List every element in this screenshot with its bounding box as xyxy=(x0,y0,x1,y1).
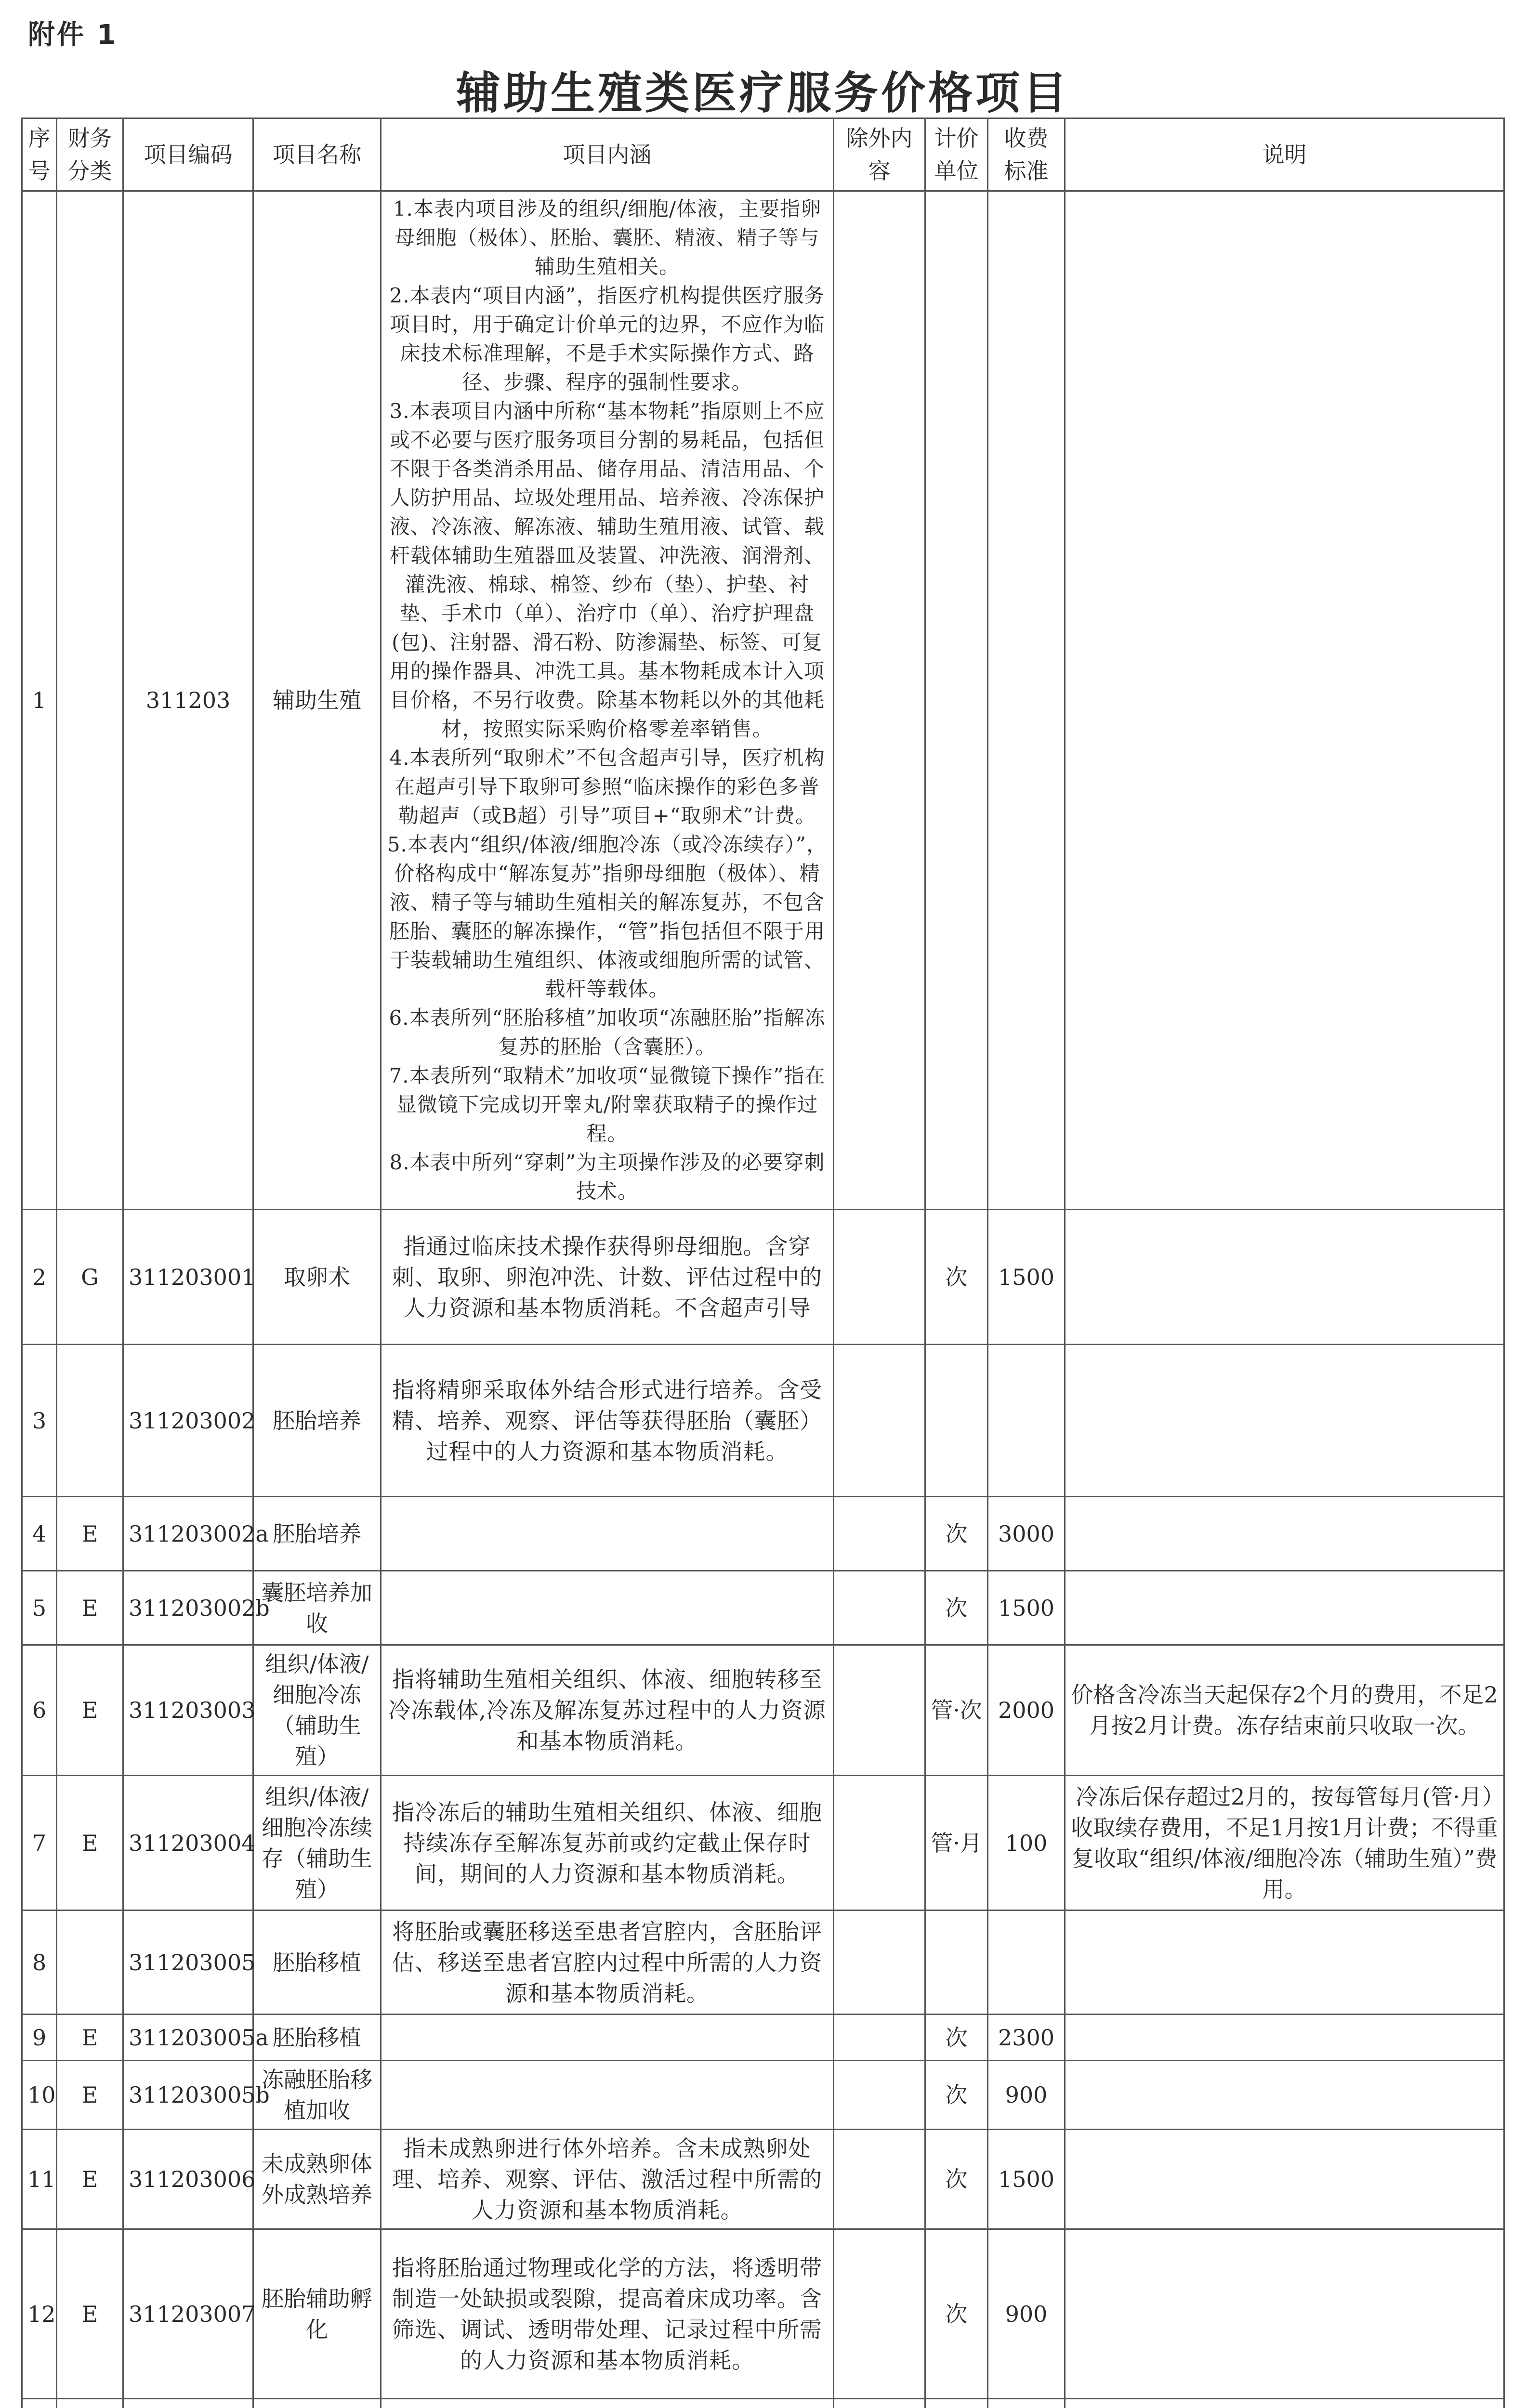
cell-price: 1500 xyxy=(988,1210,1065,1345)
description-paragraph: 指冷冻后的辅助生殖相关组织、体液、细胞持续冻存至解冻复苏前或约定截止保存时间，期间的人力资源和基本物质消耗。 xyxy=(392,1799,822,1887)
cell-item-name: 胚胎移植 xyxy=(253,1911,381,2015)
cell-finance-category xyxy=(57,1911,123,2015)
cell-item-description xyxy=(381,2130,834,2229)
cell-item-code: 311203 xyxy=(123,191,253,1210)
cell-pricing-unit xyxy=(925,1345,988,1497)
cell-exclusions xyxy=(834,2015,925,2061)
cell-item-name: 囊胚培养加收 xyxy=(253,1571,381,1645)
cell-notes xyxy=(1065,2015,1504,2061)
table-row xyxy=(22,1776,1504,1911)
cell-item-name: 取卵术 xyxy=(253,1210,381,1345)
cell-item-code: 311203005a xyxy=(123,2015,253,2061)
cell-exclusions xyxy=(834,1345,925,1497)
table-row xyxy=(22,2061,1504,2130)
cell-item-description xyxy=(381,2399,834,2408)
cell-price xyxy=(988,1345,1065,1497)
cell-item-description xyxy=(381,1345,834,1497)
cell-pricing-unit: 管·次 xyxy=(925,1645,988,1776)
cell-pricing-unit xyxy=(925,1911,988,2015)
col-header-name: 项目名称 xyxy=(253,118,381,191)
cell-price xyxy=(988,2399,1065,2408)
cell-finance-category: G xyxy=(57,1210,123,1345)
cell-item-code: 311203002 xyxy=(123,1345,253,1497)
cell-finance-category xyxy=(57,2399,123,2408)
cell-item-name xyxy=(253,2399,381,2408)
cell-price: 1500 xyxy=(988,1571,1065,1645)
description-paragraph: 3.本表项目内涵中所称“基本物耗”指原则上不应或不必要与医疗服务项目分割的易耗品，包括但不限于各类消杀用品、储存用品、清洁用品、个人防护用品、垃圾处理用品、培养液、冷冻保护液、冷冻液、解冻液、辅助生殖用液、试管、载杆载体辅助生殖器皿及装置、冲洗液、润滑剂、灌洗液、棉球、棉签、纱布（垫）、护垫、衬垫、手术巾（单）、治疗巾（单）、治疗护理盘(包)、注射器、滑石粉、防渗漏垫、标签、可复用的操作器具、冲洗工具。基本物耗成本计入项目价格，不另行收费。除基本物耗以外的其他耗材，按照实际采购价格零差率销售。 xyxy=(389,399,825,741)
cell-price: 3000 xyxy=(988,1497,1065,1571)
cell-notes: 价格含冷冻当天起保存2个月的费用，不足2月按2月计费。冻存结束前只收取一次。 xyxy=(1065,1645,1504,1776)
cell-row-number: 12 xyxy=(22,2229,57,2399)
table-row xyxy=(22,2015,1504,2061)
cell-finance-category: E xyxy=(57,1497,123,1571)
cell-item-description xyxy=(381,2229,834,2399)
cell-notes xyxy=(1065,2061,1504,2130)
cell-item-code: 311203003 xyxy=(123,1645,253,1776)
cell-row-number: 1 xyxy=(22,191,57,1210)
description-paragraph: 指将胚胎通过物理或化学的方法，将透明带制造一处缺损或裂隙，提高着床成功率。含筛选、调试、透明带处理、记录过程中所需的人力资源和基本物质消耗。 xyxy=(392,2254,822,2373)
cell-notes xyxy=(1065,2229,1504,2399)
cell-pricing-unit: 次 xyxy=(925,2061,988,2130)
cell-pricing-unit: 次 xyxy=(925,2229,988,2399)
cell-item-description xyxy=(381,1645,834,1776)
cell-finance-category xyxy=(57,1345,123,1497)
cell-pricing-unit: 次 xyxy=(925,1210,988,1345)
description-paragraph: 1.本表内项目涉及的组织/细胞/体液，主要指卵母细胞（极体）、胚胎、囊胚、精液、精子等与辅助生殖相关。 xyxy=(393,197,822,278)
cell-notes xyxy=(1065,2130,1504,2229)
description-paragraph: 6.本表所列“胚胎移植”加收项“冻融胚胎”指解冻复苏的胚胎（含囊胚）。 xyxy=(389,1006,826,1059)
cell-item-code: 311203002b xyxy=(123,1571,253,1645)
cell-item-name: 辅助生殖 xyxy=(253,191,381,1210)
cell-pricing-unit: 次 xyxy=(925,1497,988,1571)
cell-exclusions xyxy=(834,2399,925,2408)
cell-pricing-unit xyxy=(925,2399,988,2408)
cell-price: 900 xyxy=(988,2061,1065,2130)
cell-item-name: 胚胎辅助孵化 xyxy=(253,2229,381,2399)
cell-notes xyxy=(1065,191,1504,1210)
description-paragraph: 指未成熟卵进行体外培养。含未成熟卵处理、培养、观察、评估、激活过程中所需的人力资源和基本物质消耗。 xyxy=(392,2135,822,2223)
cell-pricing-unit: 次 xyxy=(925,2130,988,2229)
cell-item-code: 311203007 xyxy=(123,2229,253,2399)
cell-item-description xyxy=(381,1776,834,1911)
cell-finance-category: E xyxy=(57,1776,123,1911)
description-paragraph: 指通过临床技术操作获得卵母细胞。含穿刺、取卵、卵泡冲洗、计数、评估过程中的人力资源和基本物质消耗。不含超声引导 xyxy=(392,1233,822,1321)
table-row xyxy=(22,2399,1504,2408)
cell-row-number xyxy=(22,2399,57,2408)
page-title: 辅助生殖类医疗服务价格项目 xyxy=(456,67,1070,119)
cell-exclusions xyxy=(834,2130,925,2229)
cell-item-description xyxy=(381,1210,834,1345)
cell-item-code xyxy=(123,2399,253,2408)
cell-price: 2300 xyxy=(988,2015,1065,2061)
cell-item-name: 组织/体液/细胞冷冻（辅助生殖） xyxy=(253,1645,381,1776)
cell-pricing-unit: 次 xyxy=(925,2015,988,2061)
col-header-description: 项目内涵 xyxy=(381,118,834,191)
price-table xyxy=(21,118,1505,2408)
col-header-no: 序号 xyxy=(22,118,57,191)
col-header-price: 收费标准 xyxy=(988,118,1065,191)
description-paragraph: 7.本表所列“取精术”加收项“显微镜下操作”指在显微镜下完成切开睾丸/附睾获取精子的操作过程。 xyxy=(389,1064,826,1145)
cell-item-name: 胚胎培养 xyxy=(253,1345,381,1497)
cell-item-code: 311203006 xyxy=(123,2130,253,2229)
cell-exclusions xyxy=(834,1210,925,1345)
table-row xyxy=(22,1497,1504,1571)
description-paragraph: 指将精卵采取体外结合形式进行培养。含受精、培养、观察、评估等获得胚胎（囊胚）过程中的人力资源和基本物质消耗。 xyxy=(392,1376,822,1465)
cell-item-code: 311203001 xyxy=(123,1210,253,1345)
cell-exclusions xyxy=(834,2229,925,2399)
table-row xyxy=(22,1645,1504,1776)
table-header-row xyxy=(22,118,1504,191)
cell-price: 100 xyxy=(988,1776,1065,1911)
cell-item-description xyxy=(381,191,834,1210)
col-header-unit: 计价单位 xyxy=(925,118,988,191)
cell-pricing-unit: 次 xyxy=(925,1571,988,1645)
cell-notes xyxy=(1065,1497,1504,1571)
cell-price: 2000 xyxy=(988,1645,1065,1776)
cell-finance-category: E xyxy=(57,2015,123,2061)
cell-item-description xyxy=(381,2061,834,2130)
col-header-notes: 说明 xyxy=(1065,118,1504,191)
cell-row-number: 3 xyxy=(22,1345,57,1497)
table-row xyxy=(22,1210,1504,1345)
cell-row-number: 6 xyxy=(22,1645,57,1776)
description-paragraph: 将胚胎或囊胚移送至患者宫腔内，含胚胎评估、移送至患者宫腔内过程中所需的人力资源和基本物质消耗。 xyxy=(392,1918,822,2006)
cell-price: 1500 xyxy=(988,2130,1065,2229)
description-paragraph: 4.本表所列“取卵术”不包含超声引导，医疗机构在超声引导下取卵可参照“临床操作的彩色多普勒超声（或B超）引导”项目+“取卵术”计费。 xyxy=(389,746,825,827)
cell-price xyxy=(988,1911,1065,2015)
cell-row-number: 5 xyxy=(22,1571,57,1645)
cell-notes xyxy=(1065,1210,1504,1345)
table-row xyxy=(22,1345,1504,1497)
cell-item-name: 胚胎移植 xyxy=(253,2015,381,2061)
cell-row-number: 11 xyxy=(22,2130,57,2229)
cell-exclusions xyxy=(834,1497,925,1571)
description-paragraph: 8.本表中所列“穿刺”为主项操作涉及的必要穿刺技术。 xyxy=(389,1151,825,1203)
cell-item-name: 未成熟卵体外成熟培养 xyxy=(253,2130,381,2229)
cell-item-name: 胚胎培养 xyxy=(253,1497,381,1571)
cell-item-code: 311203005b xyxy=(123,2061,253,2130)
cell-finance-category xyxy=(57,191,123,1210)
cell-finance-category: E xyxy=(57,2130,123,2229)
cell-price: 900 xyxy=(988,2229,1065,2399)
cell-notes xyxy=(1065,1911,1504,2015)
description-paragraph: 指将辅助生殖相关组织、体液、细胞转移至冷冻载体,冷冻及解冻复苏过程中的人力资源和基本物质消耗。 xyxy=(388,1666,826,1754)
cell-notes xyxy=(1065,1571,1504,1645)
cell-exclusions xyxy=(834,1645,925,1776)
cell-exclusions xyxy=(834,1571,925,1645)
cell-notes xyxy=(1065,2399,1504,2408)
cell-pricing-unit xyxy=(925,191,988,1210)
table-row xyxy=(22,2130,1504,2229)
cell-finance-category: E xyxy=(57,1571,123,1645)
cell-pricing-unit: 管·月 xyxy=(925,1776,988,1911)
cell-exclusions xyxy=(834,1911,925,2015)
cell-finance-category: E xyxy=(57,1645,123,1776)
cell-row-number: 10 xyxy=(22,2061,57,2130)
cell-notes: 冷冻后保存超过2月的，按每管每月(管·月）收取续存费用，不足1月按1月计费；不得重复收取“组织/体液/细胞冷冻（辅助生殖）”费用。 xyxy=(1065,1776,1504,1911)
table-row xyxy=(22,2229,1504,2399)
cell-item-code: 311203002a xyxy=(123,1497,253,1571)
cell-item-code: 311203004 xyxy=(123,1776,253,1911)
cell-price xyxy=(988,191,1065,1210)
cell-row-number: 7 xyxy=(22,1776,57,1911)
description-paragraph: 5.本表内“组织/体液/细胞冷冻（或冷冻续存）”，价格构成中“解冻复苏”指卵母细胞（极体）、精液、精子等与辅助生殖相关的解冻复苏，不包含胚胎、囊胚的解冻操作，“管”指包括但不限于用于装载辅助生殖组织、体液或细胞所需的试管、载杆等载体。 xyxy=(387,833,828,1001)
col-header-exclusions: 除外内容 xyxy=(834,118,925,191)
attachment-label: 附件 1 xyxy=(28,19,118,51)
col-header-code: 项目编码 xyxy=(123,118,253,191)
col-header-category: 财务分类 xyxy=(57,118,123,191)
description-paragraph: 2.本表内“项目内涵”，指医疗机构提供医疗服务项目时，用于确定计价单元的边界，不应作为临床技术标准理解，不是手术实际操作方式、路径、步骤、程序的强制性要求。 xyxy=(389,284,825,394)
table-row xyxy=(22,1911,1504,2015)
cell-item-name: 冻融胚胎移植加收 xyxy=(253,2061,381,2130)
table-row xyxy=(22,191,1504,1210)
cell-item-description xyxy=(381,2015,834,2061)
cell-exclusions xyxy=(834,1776,925,1911)
cell-row-number: 9 xyxy=(22,2015,57,2061)
cell-item-code: 311203005 xyxy=(123,1911,253,2015)
cell-item-description xyxy=(381,1571,834,1645)
table-body xyxy=(22,191,1504,2408)
cell-item-description xyxy=(381,1497,834,1571)
cell-item-name: 组织/体液/细胞冷冻续存（辅助生殖） xyxy=(253,1776,381,1911)
cell-finance-category: E xyxy=(57,2061,123,2130)
cell-item-description xyxy=(381,1911,834,2015)
cell-exclusions xyxy=(834,191,925,1210)
cell-exclusions xyxy=(834,2061,925,2130)
cell-notes xyxy=(1065,1345,1504,1497)
cell-row-number: 8 xyxy=(22,1911,57,2015)
cell-row-number: 2 xyxy=(22,1210,57,1345)
cell-row-number: 4 xyxy=(22,1497,57,1571)
cell-finance-category: E xyxy=(57,2229,123,2399)
table-row xyxy=(22,1571,1504,1645)
